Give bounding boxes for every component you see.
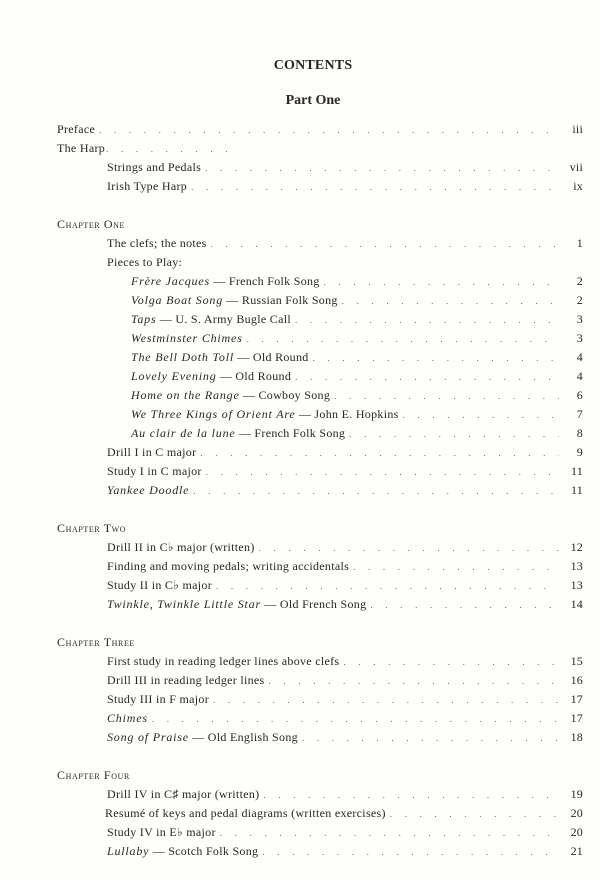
entry-label <box>131 405 403 424</box>
toc-entry[interactable] <box>57 291 583 310</box>
dot-leader <box>220 824 559 843</box>
toc-entry[interactable] <box>57 823 583 842</box>
entry-label: Pieces to Play: <box>107 253 186 272</box>
piece-source: Cowboy Song <box>258 388 331 402</box>
toc-entry[interactable] <box>57 481 583 500</box>
dash: — <box>260 597 280 611</box>
piece-source: Russian Folk Song <box>241 293 338 307</box>
dot-leader <box>390 805 559 824</box>
entry-page-number: iii <box>572 122 583 136</box>
entry-label: Resumé of keys and pedal diagrams (written exercises) <box>105 804 390 823</box>
dot-leader <box>370 596 559 615</box>
toc-entry[interactable] <box>57 842 583 861</box>
chapter-heading: Chapter Three <box>57 635 135 649</box>
entry-page-number: 2 <box>576 293 583 307</box>
toc-entry[interactable] <box>57 234 583 253</box>
piece-title: We Three Kings of Orient Are <box>131 407 296 421</box>
piece-title: Song of Praise <box>107 730 189 744</box>
entry-page-number: 16 <box>570 673 583 687</box>
entry-label <box>131 291 342 310</box>
piece-source: French Folk Song <box>228 274 320 288</box>
entry-label <box>107 709 152 728</box>
entry-label: Strings and Pedals <box>107 158 205 177</box>
toc-entry-the-harp[interactable] <box>57 139 583 158</box>
piece-title: Yankee Doodle <box>107 483 190 497</box>
piece-source: John E. Hopkins <box>314 407 399 421</box>
entry-page-number: 11 <box>571 483 583 497</box>
toc-entry-pieces-to-play <box>57 253 583 272</box>
dot-leader <box>269 672 559 691</box>
part-heading: Part One <box>285 93 341 108</box>
entry-label: Study III in F major <box>107 690 213 709</box>
chapter-one-group <box>57 215 583 500</box>
entry-label <box>131 386 334 405</box>
entry-label <box>107 728 302 747</box>
dot-leader <box>216 577 559 596</box>
piece-title: Lovely Evening <box>131 369 217 383</box>
chapter-four-group <box>57 766 583 861</box>
entry-page-number: 1 <box>576 236 583 250</box>
piece-title: Frère Jacques <box>131 274 210 288</box>
chapter-heading: Chapter Two <box>57 521 127 535</box>
toc-entry[interactable] <box>57 367 583 386</box>
piece-title: The Bell Doth Toll <box>131 350 234 364</box>
piece-title: Lullaby <box>107 844 150 858</box>
entry-label <box>107 481 193 500</box>
entry-page-number: 7 <box>576 407 583 421</box>
piece-title: Westminster Chimes <box>131 331 243 345</box>
toc-entry[interactable] <box>57 785 583 804</box>
dot-leader <box>349 425 559 444</box>
piece-title: Taps <box>131 312 157 326</box>
dot-leader <box>205 159 559 178</box>
entry-page-number: 17 <box>570 692 583 706</box>
toc-entry[interactable] <box>57 443 583 462</box>
dot-leader <box>334 387 559 406</box>
entry-page-number: 8 <box>576 426 583 440</box>
entry-page-number: 15 <box>570 654 583 668</box>
table-of-contents <box>57 120 583 880</box>
toc-entry[interactable] <box>57 709 583 728</box>
dot-leader <box>295 368 559 387</box>
entry-label: The Harp <box>57 139 106 158</box>
entry-label: Preface <box>57 120 99 139</box>
entry-label: Study I in C major <box>107 462 206 481</box>
entry-page-number: 19 <box>570 787 583 801</box>
toc-entry[interactable] <box>57 557 583 576</box>
toc-entry[interactable] <box>57 310 583 329</box>
entry-page-number: 4 <box>576 350 583 364</box>
toc-entry[interactable] <box>57 329 583 348</box>
dash: — <box>156 312 176 326</box>
entry-page-number: 20 <box>570 825 583 839</box>
entry-label <box>107 595 370 614</box>
entry-page-number: 11 <box>571 464 583 478</box>
dash: — <box>233 350 253 364</box>
entry-label <box>131 310 295 329</box>
dot-leader <box>302 729 559 748</box>
toc-entry[interactable] <box>57 728 583 747</box>
dash: — <box>239 388 259 402</box>
dash: — <box>209 274 229 288</box>
entry-label <box>131 424 349 443</box>
entry-page-number: 2 <box>576 274 583 288</box>
entry-page-number: 18 <box>570 730 583 744</box>
dash: — <box>295 407 315 421</box>
toc-entry[interactable] <box>57 538 583 557</box>
dot-leader <box>211 235 559 254</box>
dot-leader <box>259 539 559 558</box>
entry-label: Drill II in C♭ major (written) <box>107 538 259 557</box>
toc-entry[interactable] <box>57 690 583 709</box>
toc-entry[interactable] <box>57 405 583 424</box>
piece-source: Old English Song <box>207 730 298 744</box>
entry-label: Irish Type Harp <box>107 177 191 196</box>
entry-page-number: 9 <box>576 445 583 459</box>
toc-entry[interactable] <box>57 386 583 405</box>
piece-title: Chimes <box>107 711 148 725</box>
entry-page-number: 12 <box>570 540 583 554</box>
entry-label: Drill IV in C♯ major (written) <box>107 785 263 804</box>
entry-label: The clefs; the notes <box>107 234 211 253</box>
dot-leader <box>263 786 559 805</box>
entry-page-number: 3 <box>576 331 583 345</box>
toc-entry[interactable] <box>57 671 583 690</box>
piece-source: Old French Song <box>279 597 367 611</box>
piece-source: French Folk Song <box>254 426 346 440</box>
entry-page-number: ix <box>573 179 583 193</box>
dash: — <box>223 293 242 307</box>
piece-title: Volga Boat Song <box>131 293 223 307</box>
dot-leader <box>295 311 559 330</box>
entry-label <box>131 348 313 367</box>
entry-label: Drill III in reading ledger lines <box>107 671 269 690</box>
dot-leader <box>342 292 559 311</box>
dot-leader <box>324 273 559 292</box>
chapter-three-group <box>57 633 583 747</box>
entry-page-number: 21 <box>570 844 583 858</box>
piece-source: Old Round <box>235 369 292 383</box>
chapter-two-group <box>57 519 583 614</box>
toc-entry-preface[interactable] <box>57 120 583 139</box>
entry-label: Drill I in C major <box>107 443 200 462</box>
toc-entry[interactable] <box>57 462 583 481</box>
entry-label: Study IV in E♭ major <box>107 823 220 842</box>
dot-leader <box>403 406 559 425</box>
dot-leader <box>213 691 559 710</box>
dot-leader <box>247 330 559 349</box>
entry-label <box>131 272 324 291</box>
dot-leader <box>343 653 559 672</box>
toc-entry[interactable] <box>57 804 583 823</box>
toc-entry[interactable] <box>57 424 583 443</box>
toc-entry[interactable] <box>57 595 583 614</box>
toc-entry[interactable] <box>57 348 583 367</box>
toc-entry[interactable] <box>57 576 583 595</box>
toc-entry[interactable] <box>57 272 583 291</box>
dot-leader <box>99 121 559 140</box>
chapter-heading: Chapter Four <box>57 768 130 782</box>
piece-title: Twinkle, Twinkle Little Star <box>107 597 261 611</box>
entry-label: First study in reading ledger lines above clefs <box>107 652 343 671</box>
entry-page-number: 17 <box>570 711 583 725</box>
dot-leader <box>313 349 559 368</box>
piece-source: Scotch Folk Song <box>168 844 259 858</box>
entry-page-number: 6 <box>576 388 583 402</box>
piece-title: Home on the Range <box>131 388 240 402</box>
page-title: CONTENTS <box>273 58 353 73</box>
entry-page-number: 14 <box>570 597 583 611</box>
entry-page-number: 13 <box>570 578 583 592</box>
dash: — <box>216 369 236 383</box>
toc-entry-strings-and-pedals[interactable] <box>57 158 583 177</box>
piece-title: Au clair de la lune <box>131 426 236 440</box>
dot-leader <box>200 444 559 463</box>
entry-page-number: 4 <box>576 369 583 383</box>
dot-leader <box>206 463 559 482</box>
entry-page-number: 20 <box>570 806 583 820</box>
entry-label <box>131 367 295 386</box>
entry-label: Study II in C♭ major <box>107 576 216 595</box>
toc-entry[interactable] <box>57 652 583 671</box>
dot-leader <box>262 843 559 862</box>
toc-entry-irish-type-harp[interactable] <box>57 177 583 196</box>
chapter-heading: Chapter One <box>57 217 126 231</box>
dash: — <box>235 426 255 440</box>
dot-leader <box>152 710 559 729</box>
dot-leader <box>193 482 559 501</box>
dot-leader <box>106 140 234 159</box>
dot-leader <box>191 178 559 197</box>
dot-leader <box>353 558 559 577</box>
entry-page-number: 3 <box>576 312 583 326</box>
piece-source: Old Round <box>252 350 309 364</box>
dash: — <box>149 844 169 858</box>
entry-label <box>131 329 247 348</box>
dash: — <box>188 730 208 744</box>
front-matter-group <box>57 120 583 196</box>
entry-label <box>107 842 262 861</box>
entry-label: Finding and moving pedals; writing accidentals <box>107 557 353 576</box>
entry-page-number: 13 <box>570 559 583 573</box>
piece-source: U. S. Army Bugle Call <box>175 312 291 326</box>
entry-page-number: vii <box>569 160 583 174</box>
